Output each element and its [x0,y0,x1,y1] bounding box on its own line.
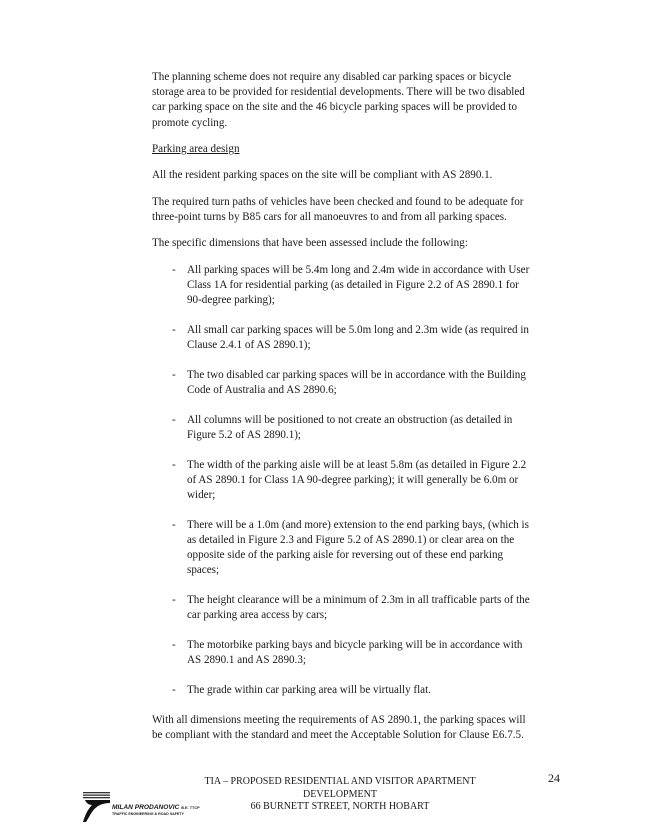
list-item-text: The height clearance will be a minimum of 2.3m in all trafficable parts of the car parking area access by cars; [187,594,530,622]
list-dash-marker: - [172,413,176,426]
list-item [152,683,532,698]
paragraph-turn-paths: The required turn paths of vehicles have been checked and found to be adequate for three-point turns by B85 cars for all manoeuvres to and from all parking spaces. [152,195,524,223]
list-item [152,323,532,353]
list-dash-marker: - [172,518,176,531]
paragraph-disabled-parking: The planning scheme does not require any disabled car parking spaces or bicycle storage area to be provided for residential developments. There will be two disabled car parking space on the site and the 46 bicycle parking spaces will be provided to promote cycling. [152,71,525,129]
paragraph-conclusion: With all dimensions meeting the requirements of AS 2890.1, the parking spaces will be compliant with the standard and meet the Acceptable Solution for Clause E6.7.5. [152,713,526,741]
body-content [152,70,532,754]
list-item [152,368,532,398]
list-item-text: The width of the parking aisle will be at least 5.8m (as detailed in Figure 2.2 of AS 2890.1 for Class 1A 90-degree parking); it will generally be 6.0m or wider; [187,458,527,501]
logo-icon [82,784,112,824]
list-item-text: The grade within car parking area will be virtually flat. [187,683,431,696]
logo-name: MILAN PRODANOVIC B.E. TTCP [112,804,200,811]
dimensions-list [152,263,532,698]
list-item-text: All parking spaces will be 5.4m long and 2.4m wide in accordance with User Class 1A for residential parking (as detailed in Figure 2.2 of AS 2890.1 for 90-degree parking); [187,263,530,307]
list-dash-marker: - [172,683,176,696]
paragraph-compliance: All the resident parking spaces on the site will be compliant with AS 2890.1. [152,169,493,182]
list-item [152,638,532,668]
list-item-text: There will be a 1.0m (and more) extension to the end parking bays, (which is as detailed in Figure 2.3 and Figure 5.2 of AS 2890.1) or clear area on the opposite side of the parking aisle for reversing out of these end parking spaces; [187,518,529,577]
section-heading: Parking area design [152,143,240,155]
footer-line-1: TIA – PROPOSED RESIDENTIAL AND VISITOR APARTMENT [204,776,476,787]
list-item [152,263,532,309]
list-item [152,413,532,443]
list-item [152,458,532,504]
page-footer [190,776,490,814]
list-dash-marker: - [172,594,176,607]
list-item [152,593,532,623]
list-dash-marker: - [172,638,176,651]
list-dash-marker: - [172,368,176,381]
list-item-text: All columns will be positioned to not create an obstruction (as detailed in Figure 5.2 of AS 2890.1); [187,413,513,441]
page-number: 24 [548,771,560,785]
list-dash-marker: - [172,263,176,276]
list-item-text: All small car parking spaces will be 5.0m long and 2.3m wide (as required in Clause 2.4.1 of AS 2890.1); [187,323,529,352]
footer-line-3: 66 BURNETT STREET, NORTH HOBART [250,801,430,813]
list-item [152,518,532,579]
paragraph-dimensions-intro: The specific dimensions that have been assessed include the following: [152,237,468,250]
list-dash-marker: - [172,458,176,471]
list-item-text: The motorbike parking bays and bicycle parking will be in accordance with AS 2890.1 and AS 2890.3; [187,638,523,667]
footer-line-2: DEVELOPMENT [303,788,377,800]
list-dash-marker: - [172,323,176,336]
list-item-text: The two disabled car parking spaces will be in accordance with the Building Code of Australia and AS 2890.6; [187,368,526,396]
logo-tagline: TRAFFIC ENGINEERING & ROAD SAFETY [112,812,184,816]
